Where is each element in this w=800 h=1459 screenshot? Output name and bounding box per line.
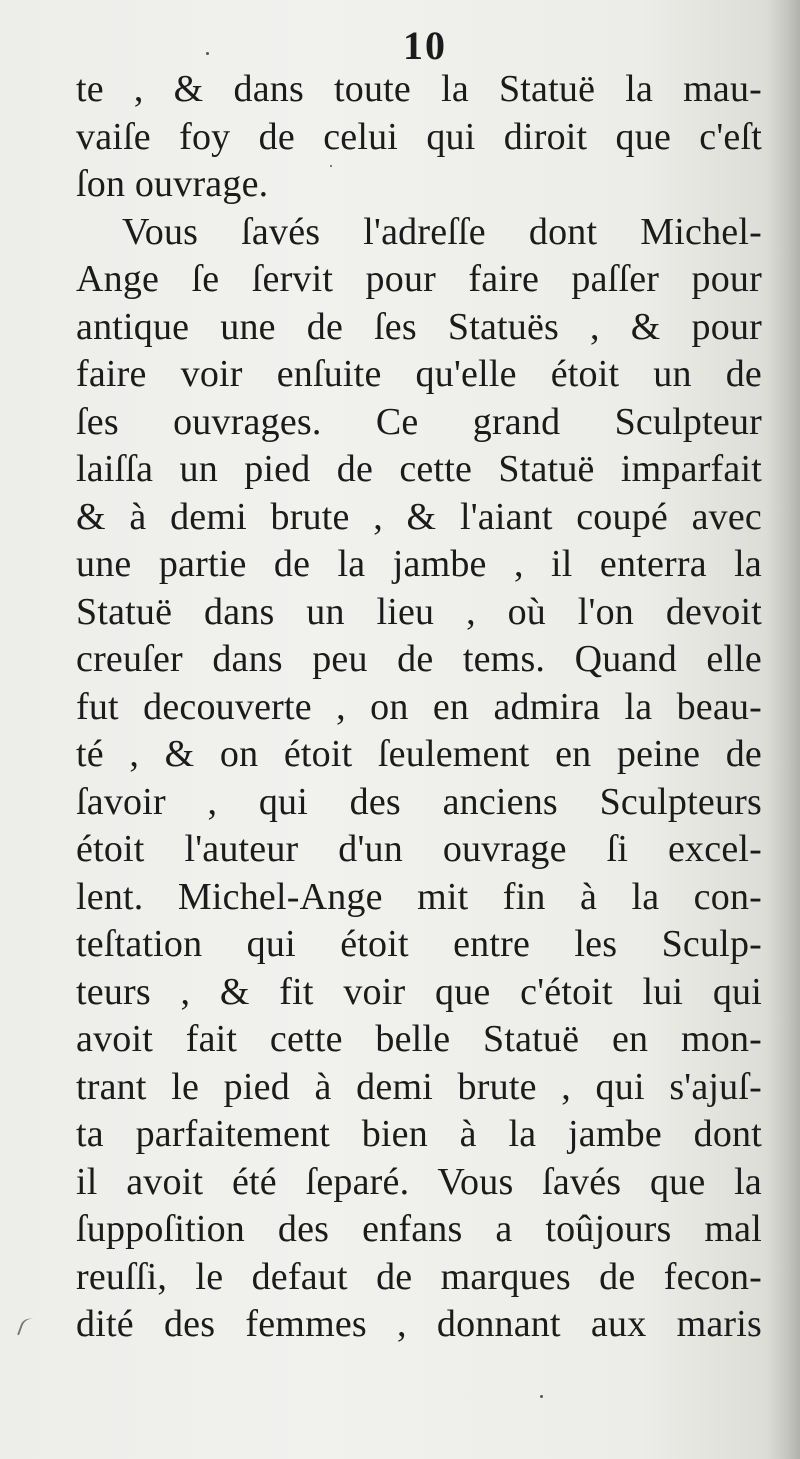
page-edge-shadow bbox=[766, 0, 800, 1459]
text-line: fut decouverte , on en admira la beau- bbox=[76, 685, 762, 728]
text-line: ſon ouvrage. bbox=[76, 163, 269, 205]
text-line: Ange ſe ſervit pour faire paſſer pour bbox=[76, 258, 762, 300]
text-line: faire voir enſuite qu'elle étoit un de bbox=[76, 353, 762, 395]
text-line: il avoit été ſeparé. Vous ſavés que la bbox=[76, 1160, 762, 1203]
text-line: antique une de ſes Statuës , & pour bbox=[76, 305, 762, 348]
text-line: laiſſa un pied de cette Statuë imparfait bbox=[76, 448, 762, 490]
text-line: teurs , & fit voir que c'étoit lui qui bbox=[76, 970, 762, 1013]
text-line: trant le pied à demi brute , qui s'ajuſ- bbox=[76, 1065, 762, 1108]
text-line: té , & on étoit ſeulement en peine de bbox=[76, 733, 762, 775]
text-line: lent. Michel-Ange mit fin à la con- bbox=[76, 875, 762, 918]
text-line: reuſſi, le defaut de marques de fecon- bbox=[76, 1255, 762, 1298]
text-line: ta parfaitement bien à la jambe dont bbox=[76, 1113, 762, 1155]
text-line: & à demi brute , & l'aiant coupé avec bbox=[76, 495, 762, 538]
text-line: une partie de la jambe , il enterra la bbox=[76, 543, 762, 585]
text-line: te , & dans toute la Statuë la mau- bbox=[76, 68, 762, 110]
text-line: ſes ouvrages. Ce grand Sculpteur bbox=[76, 400, 762, 443]
text-line: étoit l'auteur d'un ouvrage ſi excel- bbox=[76, 828, 762, 870]
margin-ink-mark bbox=[17, 1316, 39, 1340]
text-line: ſuppoſition des enfans a toûjours mal bbox=[76, 1208, 762, 1250]
text-line: Vous ſavés l'adreſſe dont Michel- bbox=[122, 210, 762, 253]
page-number: 10 bbox=[403, 23, 447, 68]
text-line: avoit fait cette belle Statuë en mon- bbox=[76, 1018, 762, 1060]
text-line: dité des femmes , donnant aux maris bbox=[76, 1303, 762, 1345]
text-line: creuſer dans peu de tems. Quand elle bbox=[76, 638, 762, 680]
ink-speck bbox=[540, 1395, 543, 1398]
text-line: vaiſe foy de celui qui diroit que c'eſt bbox=[76, 115, 762, 158]
text-line: teſtation qui étoit entre les Sculp- bbox=[76, 923, 762, 965]
body-text bbox=[76, 66, 762, 1349]
ink-speck bbox=[330, 165, 332, 167]
ink-speck bbox=[206, 52, 209, 55]
text-line: Statuë dans un lieu , où l'on devoit bbox=[76, 590, 762, 633]
text-line: ſavoir , qui des anciens Sculpteurs bbox=[76, 780, 762, 823]
